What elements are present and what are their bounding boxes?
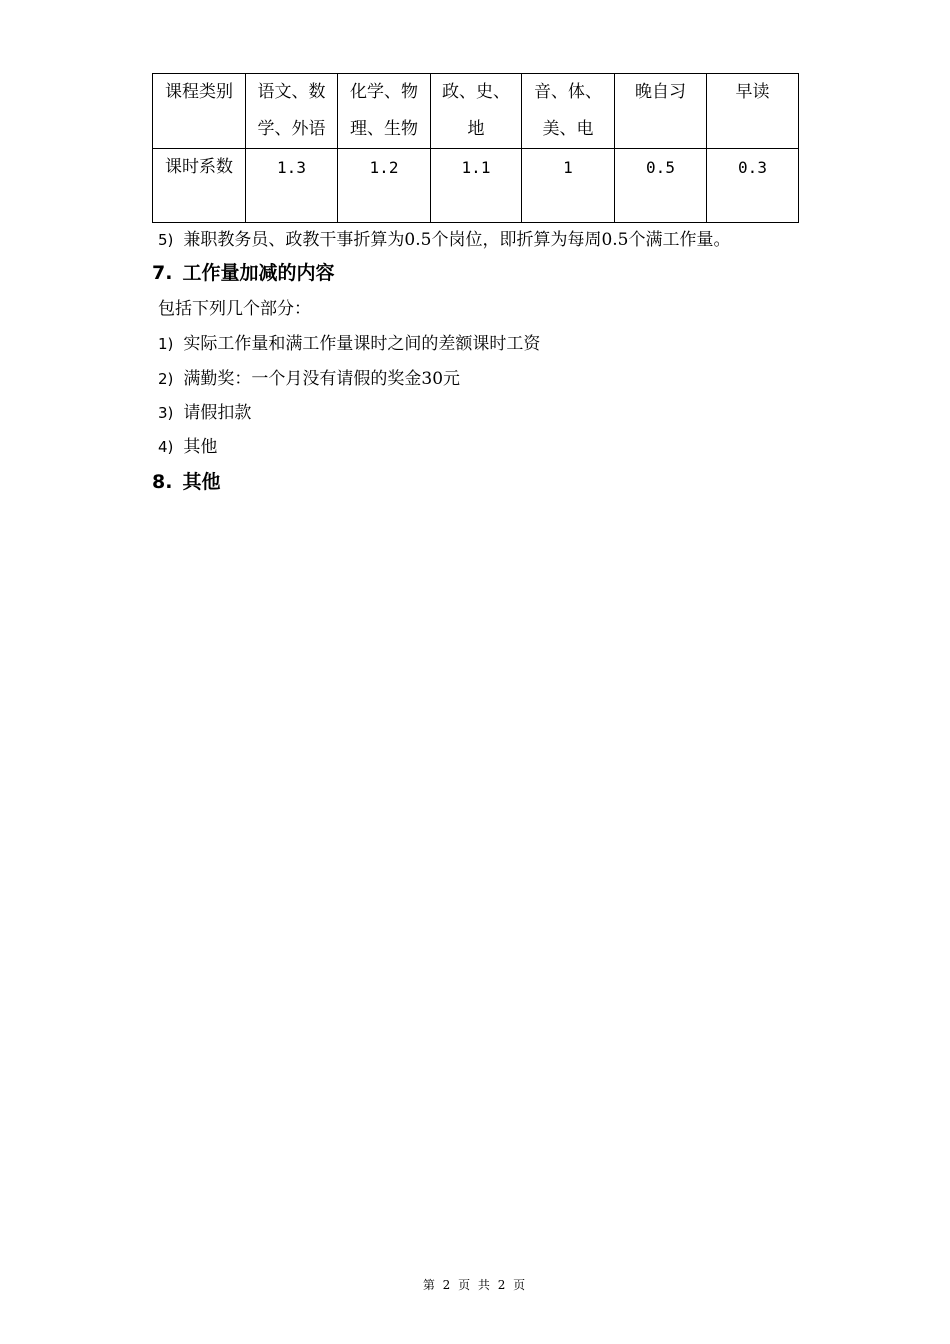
section-heading-7 <box>152 258 334 285</box>
table-cell: 课时系数 <box>153 149 246 223</box>
table-cell: 政、史、地 <box>431 74 522 149</box>
table-cell: 化学、物理、生物 <box>338 74 431 149</box>
table-cell: 0.3 <box>707 149 799 223</box>
item-text: 其他 <box>183 437 218 457</box>
item-text: 满勤奖：一个月没有请假的奖金30元 <box>183 369 461 389</box>
section-heading-8 <box>152 467 220 494</box>
page-footer: 第 2 页 共 2 页 <box>422 1278 528 1292</box>
table-cell: 1 <box>522 149 615 223</box>
heading-title: 工作量加减的内容 <box>182 262 335 284</box>
item-text: 兼职教务员、政教干事折算为0.5个岗位，即折算为每周0.5个满工作量。 <box>183 230 731 250</box>
item-text: 请假扣款 <box>183 403 252 423</box>
list-item <box>158 329 540 354</box>
table-cell: 晚自习 <box>615 74 707 149</box>
note-item-5 <box>158 225 730 250</box>
list-item <box>158 364 460 389</box>
table-cell: 音、体、美、电 <box>522 74 615 149</box>
table-cell: 早读 <box>707 74 799 149</box>
table-row-coefficient <box>153 149 799 223</box>
item-text: 实际工作量和满工作量课时之间的差额课时工资 <box>183 334 541 354</box>
heading-number: 7. <box>152 262 173 284</box>
item-number: 4) <box>158 438 174 456</box>
course-coefficient-table <box>152 73 799 223</box>
list-item <box>158 398 251 423</box>
table-row-header <box>153 74 799 149</box>
table-cell: 1.3 <box>246 149 338 223</box>
heading-number: 8. <box>152 471 173 493</box>
section-intro: 包括下列几个部分： <box>158 299 311 319</box>
list-item <box>158 432 217 457</box>
heading-title: 其他 <box>182 471 221 493</box>
table-cell: 语文、数学、外语 <box>246 74 338 149</box>
item-number: 3) <box>158 404 174 422</box>
table-cell: 1.1 <box>431 149 522 223</box>
table-cell: 1.2 <box>338 149 431 223</box>
item-number: 1) <box>158 335 174 353</box>
table-cell: 0.5 <box>615 149 707 223</box>
table-cell: 课程类别 <box>153 74 246 149</box>
item-number: 5) <box>158 231 174 249</box>
item-number: 2) <box>158 370 174 388</box>
